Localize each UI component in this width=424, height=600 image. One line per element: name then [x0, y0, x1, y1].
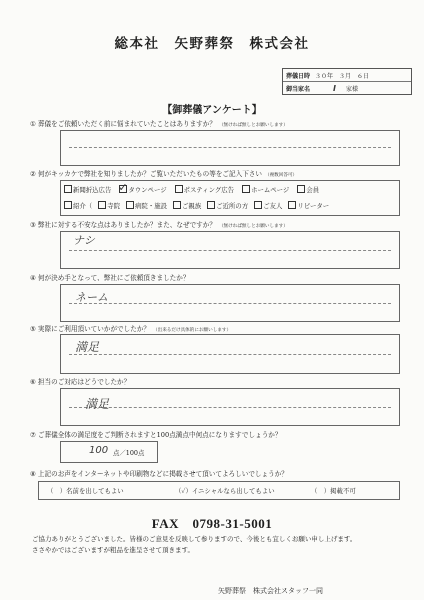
- answer-6-text: 満足: [85, 397, 110, 411]
- info-family-row: [283, 81, 411, 94]
- checkbox-neighbors[interactable]: [207, 201, 215, 209]
- checkbox-posting[interactable]: [175, 185, 183, 193]
- checkbox-friends[interactable]: [254, 201, 262, 209]
- checkmark-icon: ✓: [118, 181, 128, 194]
- answer-3-text: ナシ: [73, 234, 95, 247]
- info-date-row: [283, 69, 411, 81]
- score-box[interactable]: [60, 441, 158, 463]
- checkbox-referral[interactable]: [64, 201, 72, 209]
- checkbox-member[interactable]: [297, 185, 305, 193]
- option-neighbors[interactable]: ご近所の方: [207, 202, 248, 210]
- answer-box-6[interactable]: [60, 388, 400, 426]
- question-3: ③ 弊社に対する不安な点はありましたか？また、なぜですか？ （無ければ無しとお願いします）: [30, 221, 288, 229]
- score-suffix: 点／100点: [113, 449, 145, 457]
- consent-not-allowed[interactable]: （ ）掲載不可: [311, 487, 356, 495]
- fax-number: FAX 0798-31-5001: [151, 516, 273, 531]
- question-8: ⑧ 上記のお声をインターネットや印刷物などに掲載させて頂いてよろしいでしょうか？: [30, 470, 288, 478]
- date-value: ３０年 ３月 ６日: [315, 72, 370, 80]
- checkbox-homepage[interactable]: [242, 185, 250, 193]
- option-newspaper[interactable]: 新聞折込広告: [64, 186, 111, 194]
- closing-line-2: ささやかではございますが粗品を進呈させて頂きます。: [32, 546, 194, 554]
- answer-4-text: ネーム: [75, 291, 108, 304]
- option-member[interactable]: 会員: [297, 186, 319, 194]
- closing-line-1: ご協力ありがとうございました。皆様のご意見を反映して参りますので、今後とも宜しくお願い申し上げます。: [32, 535, 357, 543]
- question-5: ⑤ 実際にご利用頂いていかがでしたか？ （出来るだけ具体的にお願いします）: [30, 325, 232, 333]
- checkbox-temple[interactable]: [98, 201, 106, 209]
- option-hospital[interactable]: 病院・施設: [126, 202, 167, 210]
- checkbox-hospital[interactable]: [126, 201, 134, 209]
- options-row-1: [64, 181, 320, 194]
- option-referral[interactable]: 紹介（: [64, 202, 92, 210]
- consent-box: [38, 481, 400, 500]
- answer-box-4[interactable]: [60, 284, 400, 322]
- family-suffix: 家様: [346, 85, 359, 93]
- question-6: ⑥ 担当のご対応はどうでしたか？: [30, 378, 131, 386]
- answer-box-1[interactable]: [60, 130, 400, 166]
- checkbox-relatives[interactable]: [173, 201, 181, 209]
- checkbox-newspaper[interactable]: [64, 185, 72, 193]
- question-7: ⑦ ご葬儀全体の満足度をご判断されますと100点満点中何点になりますでしょうか？: [30, 431, 282, 439]
- company-name: 総本社 矢野葬祭 株式会社: [114, 36, 310, 52]
- question-2: ② 何がキッカケで弊社を知りましたか？ご覧いただいたもの等をご記入下さい （複数回答可）: [30, 170, 298, 178]
- option-repeater[interactable]: リピーター: [288, 202, 329, 210]
- score-value: 100: [89, 445, 109, 456]
- question-4: ④ 何が決め手となって、弊社にご依頼頂きましたか？: [30, 274, 190, 282]
- option-relatives[interactable]: ご親族: [173, 202, 201, 210]
- survey-title: 【御葬儀アンケート】: [162, 105, 262, 116]
- option-temple[interactable]: 寺院: [98, 202, 120, 210]
- consent-initials-ok[interactable]: （✓）イニシャルなら出してもよい: [175, 487, 275, 495]
- option-homepage[interactable]: ホームページ: [242, 186, 289, 194]
- family-label: 御当家名: [286, 85, 311, 93]
- family-mark: I: [333, 83, 336, 93]
- signature: 矢野葬祭 株式会社スタッフ一同: [218, 587, 323, 595]
- options-row-2: [64, 201, 329, 210]
- answer-box-3[interactable]: [60, 231, 400, 269]
- info-box: [282, 68, 412, 95]
- question-1: ① 葬儀をご依頼いただく前に悩まれていたことはありますか？ （無ければ無しとお願いします）: [30, 120, 288, 128]
- date-label: 葬儀日時: [286, 72, 311, 80]
- checkbox-repeater[interactable]: [288, 201, 296, 209]
- option-posting[interactable]: ポスティング広告: [175, 186, 234, 194]
- answer-box-5[interactable]: [60, 334, 400, 374]
- closing-message: [32, 534, 356, 556]
- option-townpage[interactable]: ✓ タウンページ: [118, 181, 167, 194]
- option-friends[interactable]: ご友人: [254, 202, 282, 210]
- consent-name-ok[interactable]: （ ）名前を出してもよい: [47, 487, 124, 495]
- answer-5-text: 満足: [75, 340, 100, 354]
